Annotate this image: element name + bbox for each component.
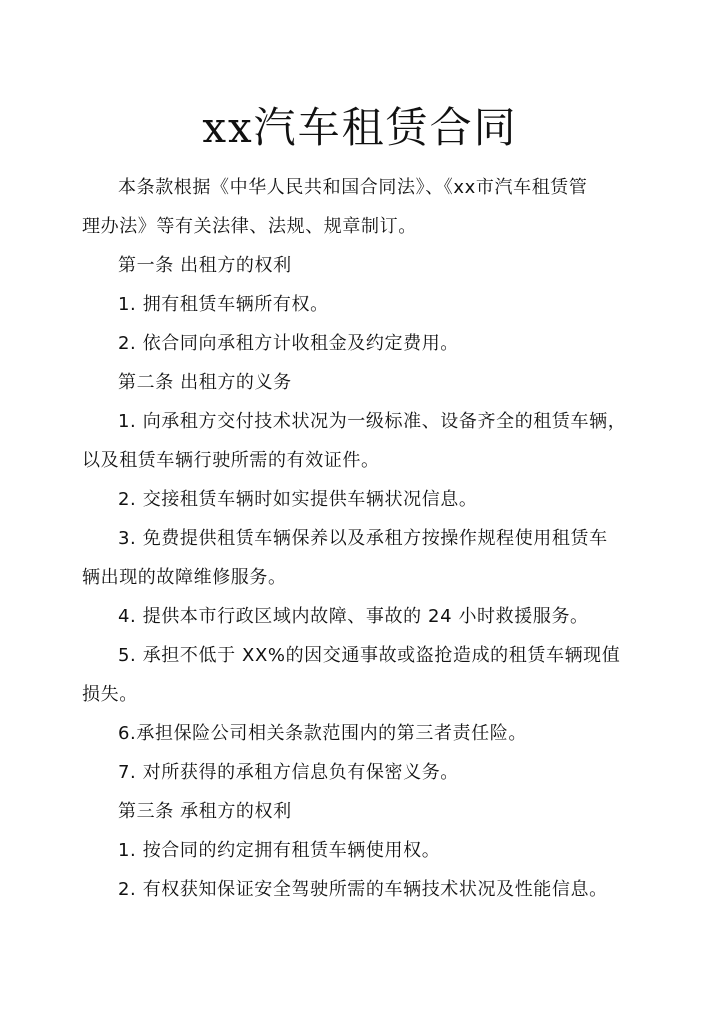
text-line: 2. 交接租赁车辆时如实提供车辆状况信息。 bbox=[118, 489, 478, 510]
text-line: 第一条 出租方的权利 bbox=[118, 255, 292, 276]
document-body bbox=[82, 176, 642, 917]
text-line: 2. 有权获知保证安全驾驶所需的车辆技术状况及性能信息。 bbox=[118, 879, 608, 900]
text-line: 1. 拥有租赁车辆所有权。 bbox=[118, 294, 329, 315]
text-line: 5. 承担不低于 XX%的因交通事故或盗抢造成的租赁车辆现值 bbox=[118, 645, 621, 666]
text-line: 理办法》等有关法律、法规、规章制订。 bbox=[82, 216, 417, 237]
text-line: 3. 免费提供租赁车辆保养以及承租方按操作规程使用租赁车 bbox=[118, 528, 608, 549]
text-line: 6.承担保险公司相关条款范围内的第三者责任险。 bbox=[118, 723, 527, 744]
text-line: 1. 向承租方交付技术状况为一级标准、设备齐全的租赁车辆， bbox=[118, 411, 627, 432]
text-line: 第三条 承租方的权利 bbox=[118, 801, 292, 822]
document-title: xx汽车租赁合同 bbox=[202, 103, 518, 152]
text-line: 2. 依合同向承租方计收租金及约定费用。 bbox=[118, 333, 459, 354]
text-line: 损失。 bbox=[82, 684, 138, 705]
text-line: 以及租赁车辆行驶所需的有效证件。 bbox=[82, 450, 380, 471]
text-line: 本条款根据《中华人民共和国合同法》、《xx市汽车租赁管 bbox=[118, 177, 588, 198]
text-line: 辆出现的故障维修服务。 bbox=[82, 567, 287, 588]
text-line: 4. 提供本市行政区域内故障、事故的 24 小时救援服务。 bbox=[118, 606, 589, 627]
text-line: 1. 按合同的约定拥有租赁车辆使用权。 bbox=[118, 840, 441, 861]
text-line: 7. 对所获得的承租方信息负有保密义务。 bbox=[118, 762, 459, 783]
text-line: 第二条 出租方的义务 bbox=[118, 372, 292, 393]
